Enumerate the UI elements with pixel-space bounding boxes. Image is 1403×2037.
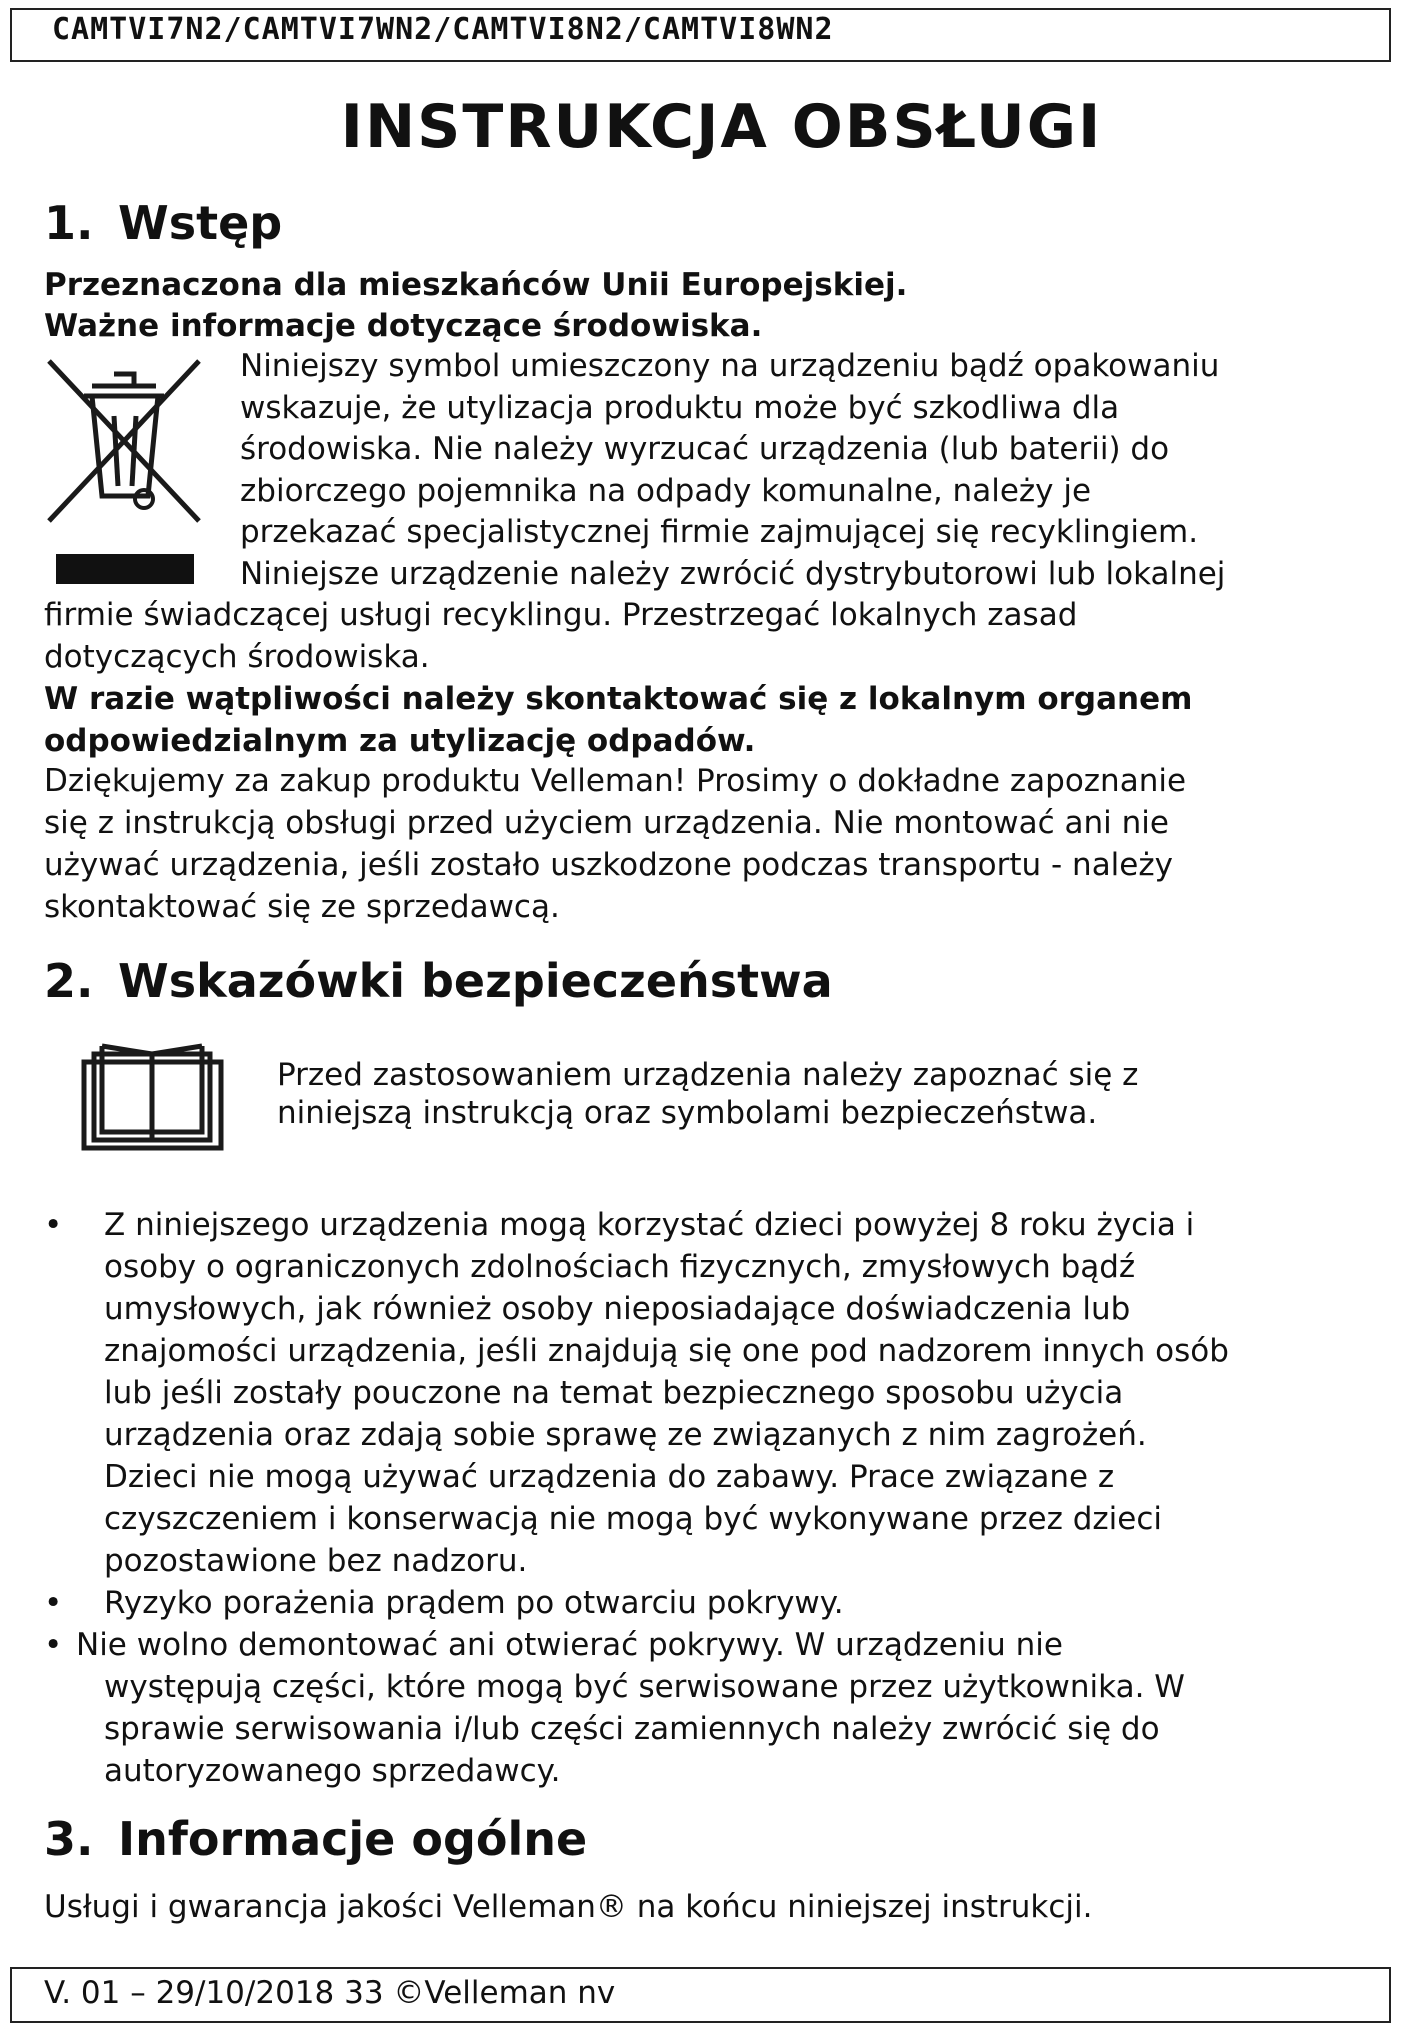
- bullet-line: osoby o ograniczonych zdolnościach fizycznych, zmysłowych bądź: [104, 1249, 1136, 1285]
- open-book-icon: [80, 1040, 225, 1152]
- bullet-marker: •: [44, 1627, 63, 1663]
- weee-paragraph: [44, 346, 1344, 678]
- bullet-line: znajomości urządzenia, jeśli znajdują się one pod nadzorem innych osób: [104, 1333, 1229, 1369]
- safety-bullet-list: [44, 1204, 1364, 1792]
- footer-version: V. 01 – 29/10/2018 33 ©Velleman nv: [44, 1975, 616, 2011]
- section-title: Wskazówki bezpieczeństwa: [118, 954, 833, 1008]
- warranty-line: Usługi i gwarancja jakości Velleman® na końcu niniejszej instrukcji.: [44, 1889, 1093, 1925]
- list-item: [44, 1624, 1364, 1792]
- thanks-line: skontaktować się ze sprzedawcą.: [44, 889, 560, 925]
- doubt-line: W razie wątpliwości należy skontaktować się z lokalnym organem: [44, 681, 1193, 717]
- manual-notice: [277, 1056, 1138, 1132]
- weee-line: wskazuje, że utylizacja produktu może być szkodliwa dla: [240, 389, 1120, 426]
- weee-line: dotyczących środowiska.: [44, 638, 430, 675]
- bullet-line: lub jeśli zostały pouczone na temat bezpiecznego sposobu użycia: [104, 1375, 1124, 1411]
- bullet-line: Z niniejszego urządzenia mogą korzystać dzieci powyżej 8 roku życia i: [104, 1207, 1195, 1243]
- bullet-line: Nie wolno demontować ani otwierać pokrywy. W urządzeniu nie: [76, 1627, 1063, 1663]
- section-number: 3.: [44, 1812, 94, 1866]
- thanks-line: używać urządzenia, jeśli zostało uszkodzone podczas transportu - należy: [44, 847, 1173, 883]
- section-heading-1: [44, 196, 282, 250]
- weee-line: środowiska. Nie należy wyrzucać urządzenia (lub baterii) do: [240, 431, 1170, 467]
- bullet-line: Dzieci nie mogą używać urządzenia do zabawy. Prace związane z: [104, 1459, 1115, 1495]
- weee-line: Niniejszy symbol umieszczony na urządzeniu bądź opakowaniu: [240, 348, 1220, 384]
- section-heading-2: [44, 954, 833, 1008]
- list-item: [44, 1582, 1364, 1624]
- section-title: Informacje ogólne: [118, 1812, 588, 1866]
- section-heading-3: [44, 1812, 587, 1866]
- manual-notice-line: niniejszą instrukcją oraz symbolami bezpieczeństwa.: [277, 1095, 1098, 1131]
- bullet-marker: •: [44, 1207, 63, 1243]
- bullet-line: umysłowych, jak również osoby nieposiadające doświadczenia lub: [104, 1291, 1131, 1327]
- eu-residents-line: Przeznaczona dla mieszkańców Unii Europejskiej.: [44, 267, 908, 303]
- weee-line: firmie świadczącej usługi recyklingu. Przestrzegać lokalnych zasad: [44, 597, 1078, 633]
- document-title: INSTRUKCJA OBSŁUGI: [340, 92, 1103, 162]
- thanks-line: Dziękujemy za zakup produktu Velleman! Prosimy o dokładne zapoznanie: [44, 763, 1187, 799]
- weee-line: Niniejsze urządzenie należy zwrócić dystrybutorowi lub lokalnej: [240, 555, 1226, 592]
- bullet-marker: •: [44, 1585, 63, 1621]
- list-item: [44, 1204, 1364, 1582]
- bullet-line: autoryzowanego sprzedawcy.: [104, 1753, 561, 1789]
- bullet-line: Ryzyko porażenia prądem po otwarciu pokrywy.: [104, 1585, 844, 1621]
- bullet-line: pozostawione bez nadzoru.: [104, 1543, 528, 1579]
- weee-line: przekazać specjalistycznej firmie zajmującej się recyklingiem.: [240, 514, 1199, 550]
- section-number: 1.: [44, 196, 94, 250]
- bullet-line: czyszczeniem i konserwacją nie mogą być wykonywane przez dzieci: [104, 1501, 1163, 1537]
- section-number: 2.: [44, 954, 94, 1008]
- manual-notice-line: Przed zastosowaniem urządzenia należy zapoznać się z: [277, 1057, 1139, 1093]
- doubt-line: odpowiedzialnym za utylizację odpadów.: [44, 723, 756, 759]
- model-codes: CAMTVI7N2/CAMTVI7WN2/CAMTVI8N2/CAMTVI8WN2: [52, 12, 834, 47]
- thanks-line: się z instrukcją obsługi przed użyciem urządzenia. Nie montować ani nie: [44, 805, 1169, 841]
- environment-info-line: Ważne informacje dotyczące środowiska.: [44, 308, 763, 344]
- weee-line: zbiorczego pojemnika na odpady komunalne, należy je: [240, 472, 1092, 509]
- section-title: Wstęp: [118, 196, 283, 250]
- bullet-line: sprawie serwisowania i/lub części zamiennych należy zwrócić się do: [104, 1711, 1160, 1747]
- bullet-line: występują części, które mogą być serwisowane przez użytkownika. W: [104, 1669, 1185, 1705]
- bullet-line: urządzenia oraz zdają sobie sprawę ze związanych z nim zagrożeń.: [104, 1417, 1147, 1453]
